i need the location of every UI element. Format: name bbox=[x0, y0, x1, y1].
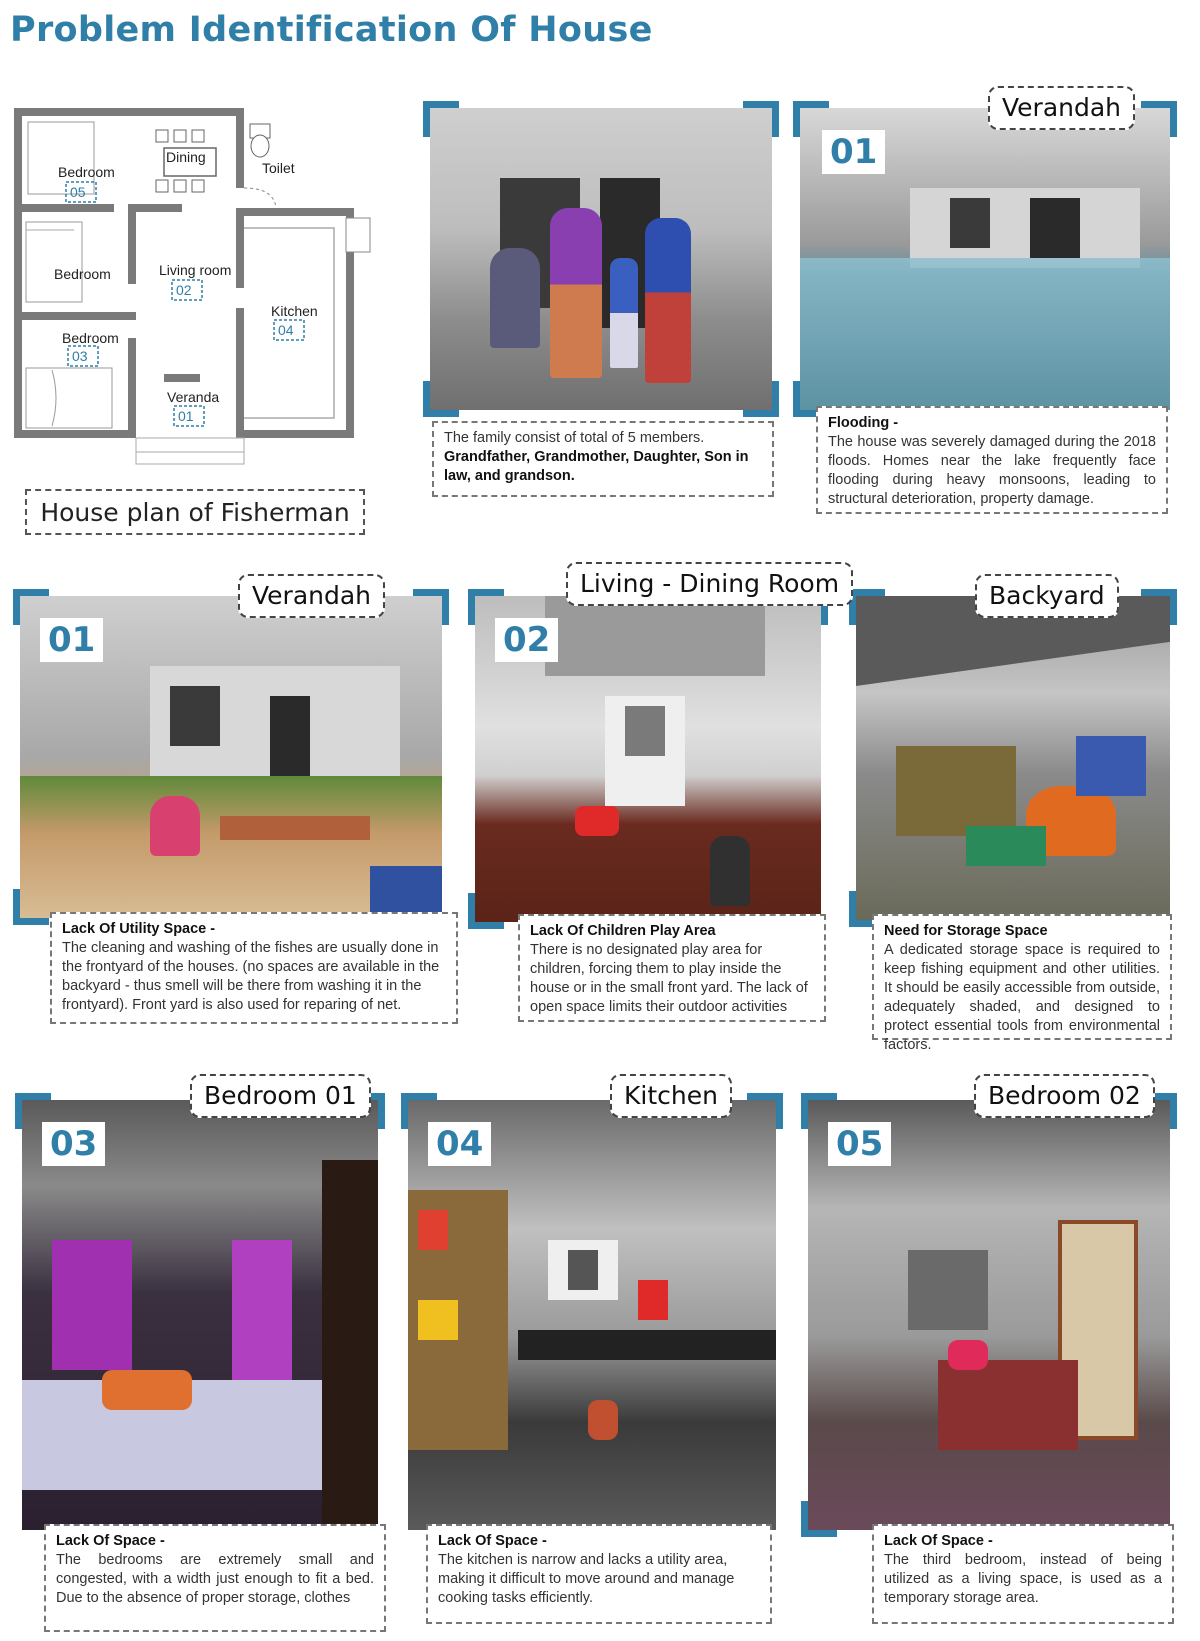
living-text: There is no designated play area for children, forcing them to play inside the house or in the small front yard. The lack of open space limits their outdoor activities bbox=[530, 942, 808, 1015]
plan-label-bedroom-mid: Bedroom bbox=[54, 266, 111, 282]
backyard-photo bbox=[856, 596, 1170, 920]
bedroom1-text: The bedrooms are extremely small and congested, with a width just enough to fit a bed. Due to the absence of proper storage, clothes bbox=[56, 1552, 374, 1606]
plan-label-dining: Dining bbox=[166, 149, 206, 165]
living-photo-frame bbox=[475, 596, 821, 922]
verandah-photo-frame bbox=[20, 596, 442, 918]
family-text: The family consist of total of 5 members. bbox=[444, 430, 705, 446]
plan-num-01: 01 bbox=[178, 408, 194, 424]
plan-label-toilet: Toilet bbox=[262, 160, 295, 176]
family-members: Grandfather, Grandmother, Daughter, Son in law, and grandson. bbox=[444, 449, 749, 484]
bedroom2-label: Bedroom 02 bbox=[974, 1074, 1155, 1118]
plan-label-kitchen: Kitchen bbox=[271, 303, 318, 319]
living-head: Lack Of Children Play Area bbox=[530, 923, 716, 939]
plan-num-02: 02 bbox=[176, 282, 192, 298]
bedroom2-photo-frame bbox=[808, 1100, 1170, 1530]
bedroom2-description bbox=[872, 1524, 1174, 1624]
flood-text: The house was severely damaged during the 2018 floods. Homes near the lake frequently face flooding during heavy monsoons, leading to structural deterioration, property damage. bbox=[828, 434, 1156, 507]
living-label: Living - Dining Room bbox=[566, 562, 853, 606]
verandah-head: Lack Of Utility Space - bbox=[62, 921, 216, 937]
bedroom1-description bbox=[44, 1524, 386, 1632]
flood-head: Flooding - bbox=[828, 415, 899, 431]
verandah-label: Verandah bbox=[238, 574, 385, 618]
living-number: 02 bbox=[495, 618, 558, 662]
flood-description bbox=[816, 406, 1168, 514]
kitchen-head: Lack Of Space - bbox=[438, 1533, 547, 1549]
plan-label-bedroom-05: Bedroom bbox=[58, 164, 115, 180]
backyard-head: Need for Storage Space bbox=[884, 923, 1048, 939]
plan-num-04: 04 bbox=[278, 322, 294, 338]
plan-caption: House plan of Fisherman bbox=[25, 489, 365, 535]
family-photo bbox=[430, 108, 772, 410]
flood-photo-frame bbox=[800, 108, 1170, 410]
family-description bbox=[432, 421, 774, 497]
page-title: Problem Identification Of House bbox=[10, 10, 653, 50]
floor-plan bbox=[14, 108, 398, 494]
kitchen-text: The kitchen is narrow and lacks a utility area, making it difficult to move around and manage cooking tasks efficiently. bbox=[438, 1552, 735, 1606]
kitchen-number: 04 bbox=[428, 1122, 491, 1166]
kitchen-label: Kitchen bbox=[610, 1074, 732, 1118]
backyard-label: Backyard bbox=[975, 574, 1119, 618]
flood-label: Verandah bbox=[988, 86, 1135, 130]
bedroom2-text: The third bedroom, instead of being utilized as a living space, is used as a temporary storage area. bbox=[884, 1552, 1162, 1606]
backyard-text: A dedicated storage space is required to keep fishing equipment and other utilities. It should be easily accessible from outside, adequately shaded, and designed to protect essential tools from environmental factors. bbox=[884, 942, 1160, 1053]
plan-label-veranda: Veranda bbox=[167, 389, 220, 405]
bedroom1-head: Lack Of Space - bbox=[56, 1533, 165, 1549]
living-description bbox=[518, 914, 826, 1022]
backyard-photo-frame bbox=[856, 596, 1170, 920]
bedroom1-number: 03 bbox=[42, 1122, 105, 1166]
family-photo-frame bbox=[430, 108, 772, 410]
kitchen-photo-frame bbox=[408, 1100, 776, 1530]
kitchen-description bbox=[426, 1524, 772, 1624]
backyard-description bbox=[872, 914, 1172, 1053]
plan-label-living: Living room bbox=[159, 262, 232, 278]
flood-number: 01 bbox=[822, 130, 885, 174]
plan-label-bedroom-low: Bedroom bbox=[62, 330, 119, 346]
plan-num-05: 05 bbox=[70, 184, 86, 200]
bedroom2-head: Lack Of Space - bbox=[884, 1533, 993, 1549]
bedroom1-photo-frame bbox=[22, 1100, 378, 1530]
plan-num-03: 03 bbox=[72, 348, 88, 364]
verandah-number: 01 bbox=[40, 618, 103, 662]
bedroom2-number: 05 bbox=[828, 1122, 891, 1166]
verandah-text: The cleaning and washing of the fishes are usually done in the frontyard of the houses. (no spaces are available in the backyard - thus smell will be there from washing it in the frontyard). Front yard is also used for reparing of net. bbox=[62, 940, 440, 1013]
bedroom1-label: Bedroom 01 bbox=[190, 1074, 371, 1118]
verandah-description bbox=[50, 912, 458, 1024]
